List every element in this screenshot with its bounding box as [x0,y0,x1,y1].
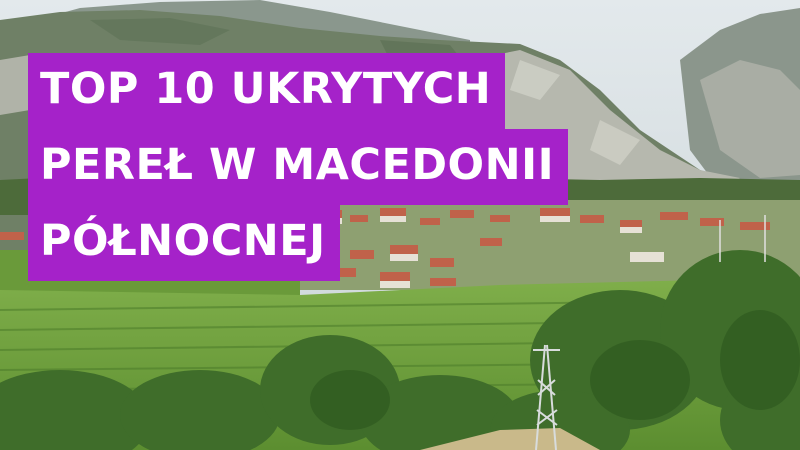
title-line-2: PEREŁ W MACEDONII [28,129,568,205]
title-line-3: PÓŁNOCNEJ [28,205,340,281]
title-line-1: TOP 10 UKRYTYCH [28,53,505,129]
title-banner [28,53,568,281]
